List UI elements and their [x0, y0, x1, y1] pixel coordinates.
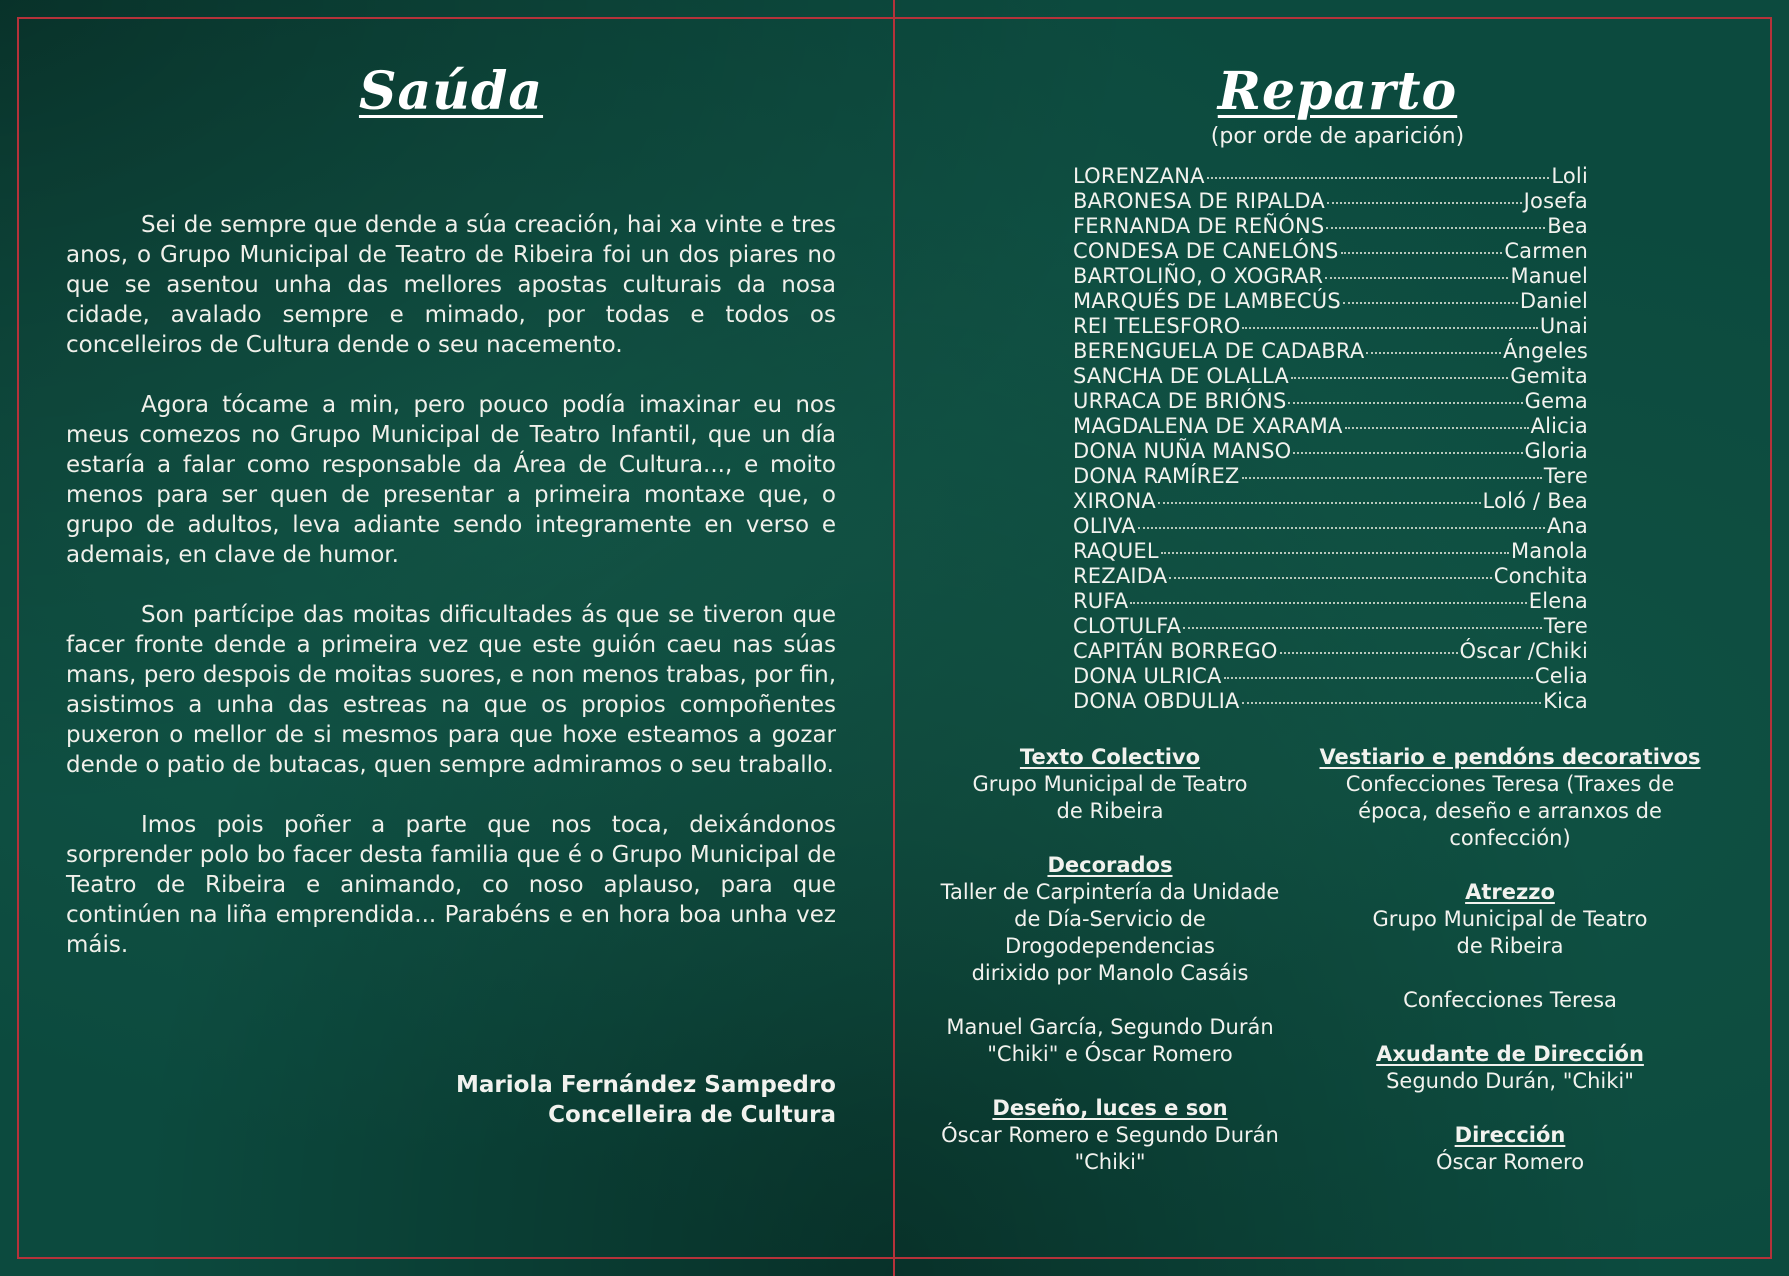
actor-name: Bea — [1547, 214, 1588, 238]
role-name: BARTOLIÑO, O XOGRAR — [1073, 264, 1324, 288]
dot-leader — [1327, 202, 1522, 204]
credit-line: "Chiki" — [1074, 1150, 1146, 1174]
credits-column-left — [920, 744, 1300, 1203]
role-name: CAPITÁN BORREGO — [1073, 639, 1278, 663]
actor-name: Tere — [1543, 614, 1588, 638]
dot-leader — [1161, 552, 1509, 554]
credit-line: Manuel García, Segundo Durán — [946, 1015, 1274, 1039]
left-page — [66, 40, 836, 1128]
actor-name: Gema — [1524, 389, 1588, 413]
cast-row — [1073, 289, 1588, 314]
credit-section — [1315, 744, 1705, 852]
dot-leader — [1345, 427, 1529, 429]
role-name: DONA NUÑA MANSO — [1073, 439, 1292, 463]
signature-name: Mariola Fernández Sampedro — [455, 1072, 836, 1098]
cast-row — [1073, 389, 1588, 414]
credit-heading: Vestiario e pendóns decorativos — [1319, 745, 1701, 769]
dot-leader — [1158, 502, 1481, 504]
actor-name: Tere — [1543, 464, 1588, 488]
role-name: OLIVA — [1073, 514, 1136, 538]
paragraph: Son partícipe das moitas dificultades ás que se tiveron que facer fronte dende a primeira vez que este guión caeu nas súas mans, pero despois de moitas suores, e non menos trabas, por fin, asistimos a unha das estreas na que os propios compoñentes puxeron o mellor de si mesmos para que hoxe esteamos a gozar dende o patio de butacas, quen sempre admiramos o seu traballo. — [66, 602, 836, 778]
cast-row — [1073, 689, 1588, 714]
actor-name: Daniel — [1519, 289, 1588, 313]
credit-heading: Texto Colectivo — [1019, 745, 1201, 769]
cast-row — [1073, 439, 1588, 464]
actor-name: Carmen — [1504, 239, 1588, 263]
signature-role: Concelleira de Cultura — [548, 1102, 836, 1128]
cast-row — [1073, 239, 1588, 264]
actor-name: Conchita — [1493, 564, 1588, 588]
cast-row — [1073, 614, 1588, 639]
actor-name: Loli — [1551, 164, 1588, 188]
paragraph: Agora tócame a min, pero pouco podía imaxinar eu nos meus comezos no Grupo Municipal de Teatro Infantil, que un día estaría a falar como responsable da Área de Cultura..., e moito menos para ser quen de presentar a primeira montaxe que, o grupo de adultos, leva adiante sendo integramente en verso e ademais, en clave de humor. — [66, 392, 836, 568]
cast-row — [1073, 564, 1588, 589]
credit-line: Drogodependencias — [1005, 934, 1215, 958]
credit-heading: Atrezzo — [1465, 880, 1555, 904]
cast-row — [1073, 464, 1588, 489]
role-name: MARQUÉS DE LAMBECÚS — [1073, 289, 1341, 313]
role-name: URRACA DE BRIÓNS — [1073, 389, 1287, 413]
credits-column-right — [1315, 744, 1705, 1203]
credit-section — [1315, 1122, 1705, 1176]
credit-section — [920, 744, 1300, 825]
credit-heading: Deseño, luces e son — [992, 1096, 1228, 1120]
credit-line: de Día-Servicio de — [1014, 907, 1206, 931]
dot-leader — [1169, 577, 1491, 579]
cast-row — [1073, 314, 1588, 339]
greeting-body — [66, 210, 836, 960]
dot-leader — [1288, 402, 1522, 404]
dot-leader — [1326, 227, 1545, 229]
credit-heading: Decorados — [1047, 853, 1173, 877]
role-name: CONDESA DE CANELÓNS — [1073, 239, 1339, 263]
credit-section — [920, 852, 1300, 1068]
cast-row — [1073, 214, 1588, 239]
credit-line: Óscar Romero e Segundo Durán — [941, 1123, 1279, 1147]
dot-leader — [1291, 377, 1508, 379]
spacer — [920, 987, 1300, 1014]
actor-name: Kica — [1543, 689, 1588, 713]
cast-subtitle: (por orde de aparición) — [1210, 124, 1465, 149]
cast-row — [1073, 339, 1588, 364]
role-name: XIRONA — [1073, 489, 1156, 513]
credit-line: época, deseño e arranxos de — [1358, 799, 1662, 823]
role-name: DONA ULRICA — [1073, 664, 1222, 688]
role-name: REI TELESFORO — [1073, 314, 1241, 338]
actor-name: Manola — [1510, 539, 1588, 563]
cast-row — [1073, 264, 1588, 289]
paragraph: Sei de sempre que dende a súa creación, hai xa vinte e tres anos, o Grupo Municipal de Teatro de Ribeira foi un dos piares no que se asentou unha das mellores apostas culturais da nosa cidade, avalado sempre e mimado, por todas e todos os concelleiros de Cultura dende o seu nacemento. — [66, 212, 836, 358]
cast-row — [1073, 539, 1588, 564]
cast-row — [1073, 514, 1588, 539]
dot-leader — [1341, 252, 1503, 254]
credit-section — [920, 1095, 1300, 1176]
dot-leader — [1242, 327, 1537, 329]
spacer — [1315, 960, 1705, 987]
role-name: LORENZANA — [1073, 164, 1205, 188]
actor-name: Ana — [1546, 514, 1588, 538]
role-name: REZAIDA — [1073, 564, 1168, 588]
dot-leader — [1242, 477, 1542, 479]
role-name: DONA RAMÍREZ — [1073, 464, 1240, 488]
cast-row — [1073, 414, 1588, 439]
dot-leader — [1242, 702, 1542, 704]
dot-leader — [1138, 527, 1545, 529]
cast-title: Reparto — [1217, 61, 1458, 122]
credit-section — [1315, 1041, 1705, 1095]
credit-line: Grupo Municipal de Teatro — [1372, 907, 1648, 931]
actor-name: Elena — [1528, 589, 1588, 613]
role-name: BERENGUELA DE CADABRA — [1073, 339, 1365, 363]
credit-line: Óscar Romero — [1435, 1150, 1585, 1174]
dot-leader — [1224, 677, 1533, 679]
credit-line: Confecciones Teresa (Traxes de — [1345, 772, 1675, 796]
signature-block — [66, 1070, 836, 1130]
credit-line: Confecciones Teresa — [1403, 988, 1617, 1012]
credit-heading: Axudante de Dirección — [1376, 1042, 1644, 1066]
role-name: MAGDALENA DE XARAMA — [1073, 414, 1343, 438]
credit-section — [1315, 879, 1705, 1014]
dot-leader — [1207, 177, 1550, 179]
actor-name: Gemita — [1510, 364, 1588, 388]
credit-heading: Dirección — [1454, 1123, 1566, 1147]
role-name: SANCHA DE OLALLA — [1073, 364, 1289, 388]
role-name: RAQUEL — [1073, 539, 1159, 563]
actor-name: Loló / Bea — [1482, 489, 1588, 513]
role-name: RUFA — [1073, 589, 1129, 613]
role-name: DONA OBDULIA — [1073, 689, 1240, 713]
dot-leader — [1183, 627, 1542, 629]
credit-line: confección) — [1449, 826, 1571, 850]
page-title: Saúda — [358, 61, 544, 122]
paragraph: Imos pois poñer a parte que nos toca, deixándonos sorprender polo bo facer desta familia que é o Grupo Municipal de Teatro de Ribeira e animando, co noso aplauso, para que continúen na liña emprendida... Parabéns e en hora boa unha vez máis. — [66, 812, 836, 958]
center-fold-line — [893, 0, 895, 1276]
role-name: FERNANDA DE REÑÓNS — [1073, 214, 1325, 238]
actor-name: Josefa — [1523, 189, 1588, 213]
actor-name: Unai — [1539, 314, 1588, 338]
cast-row — [1073, 639, 1588, 664]
credit-line: de Ribeira — [1056, 799, 1164, 823]
actor-name: Ángeles — [1502, 339, 1588, 363]
actor-name: Gloria — [1524, 439, 1588, 463]
cast-row — [1073, 664, 1588, 689]
dot-leader — [1130, 602, 1527, 604]
credit-line: dirixido por Manolo Casáis — [971, 961, 1249, 985]
cast-row — [1073, 489, 1588, 514]
dot-leader — [1293, 452, 1522, 454]
right-page — [920, 40, 1755, 1174]
dot-leader — [1280, 652, 1458, 654]
role-name: BARONESA DE RIPALDA — [1073, 189, 1325, 213]
cast-row — [1073, 164, 1588, 189]
credit-line: Grupo Municipal de Teatro — [972, 772, 1248, 796]
dot-leader — [1366, 352, 1501, 354]
actor-name: Manuel — [1510, 264, 1588, 288]
actor-name: Óscar /Chiki — [1459, 639, 1588, 663]
cast-row — [1073, 364, 1588, 389]
credit-line: Taller de Carpintería da Unidade — [940, 880, 1280, 904]
actor-name: Alicia — [1530, 414, 1588, 438]
credit-line: Segundo Durán, "Chiki" — [1386, 1069, 1634, 1093]
cast-list — [1073, 164, 1588, 714]
cast-row — [1073, 189, 1588, 214]
credit-line: "Chiki" e Óscar Romero — [987, 1042, 1233, 1066]
role-name: CLOTULFA — [1073, 614, 1182, 638]
cast-row — [1073, 589, 1588, 614]
dot-leader — [1343, 302, 1518, 304]
credit-line: de Ribeira — [1456, 934, 1564, 958]
actor-name: Celia — [1534, 664, 1588, 688]
dot-leader — [1325, 277, 1508, 279]
